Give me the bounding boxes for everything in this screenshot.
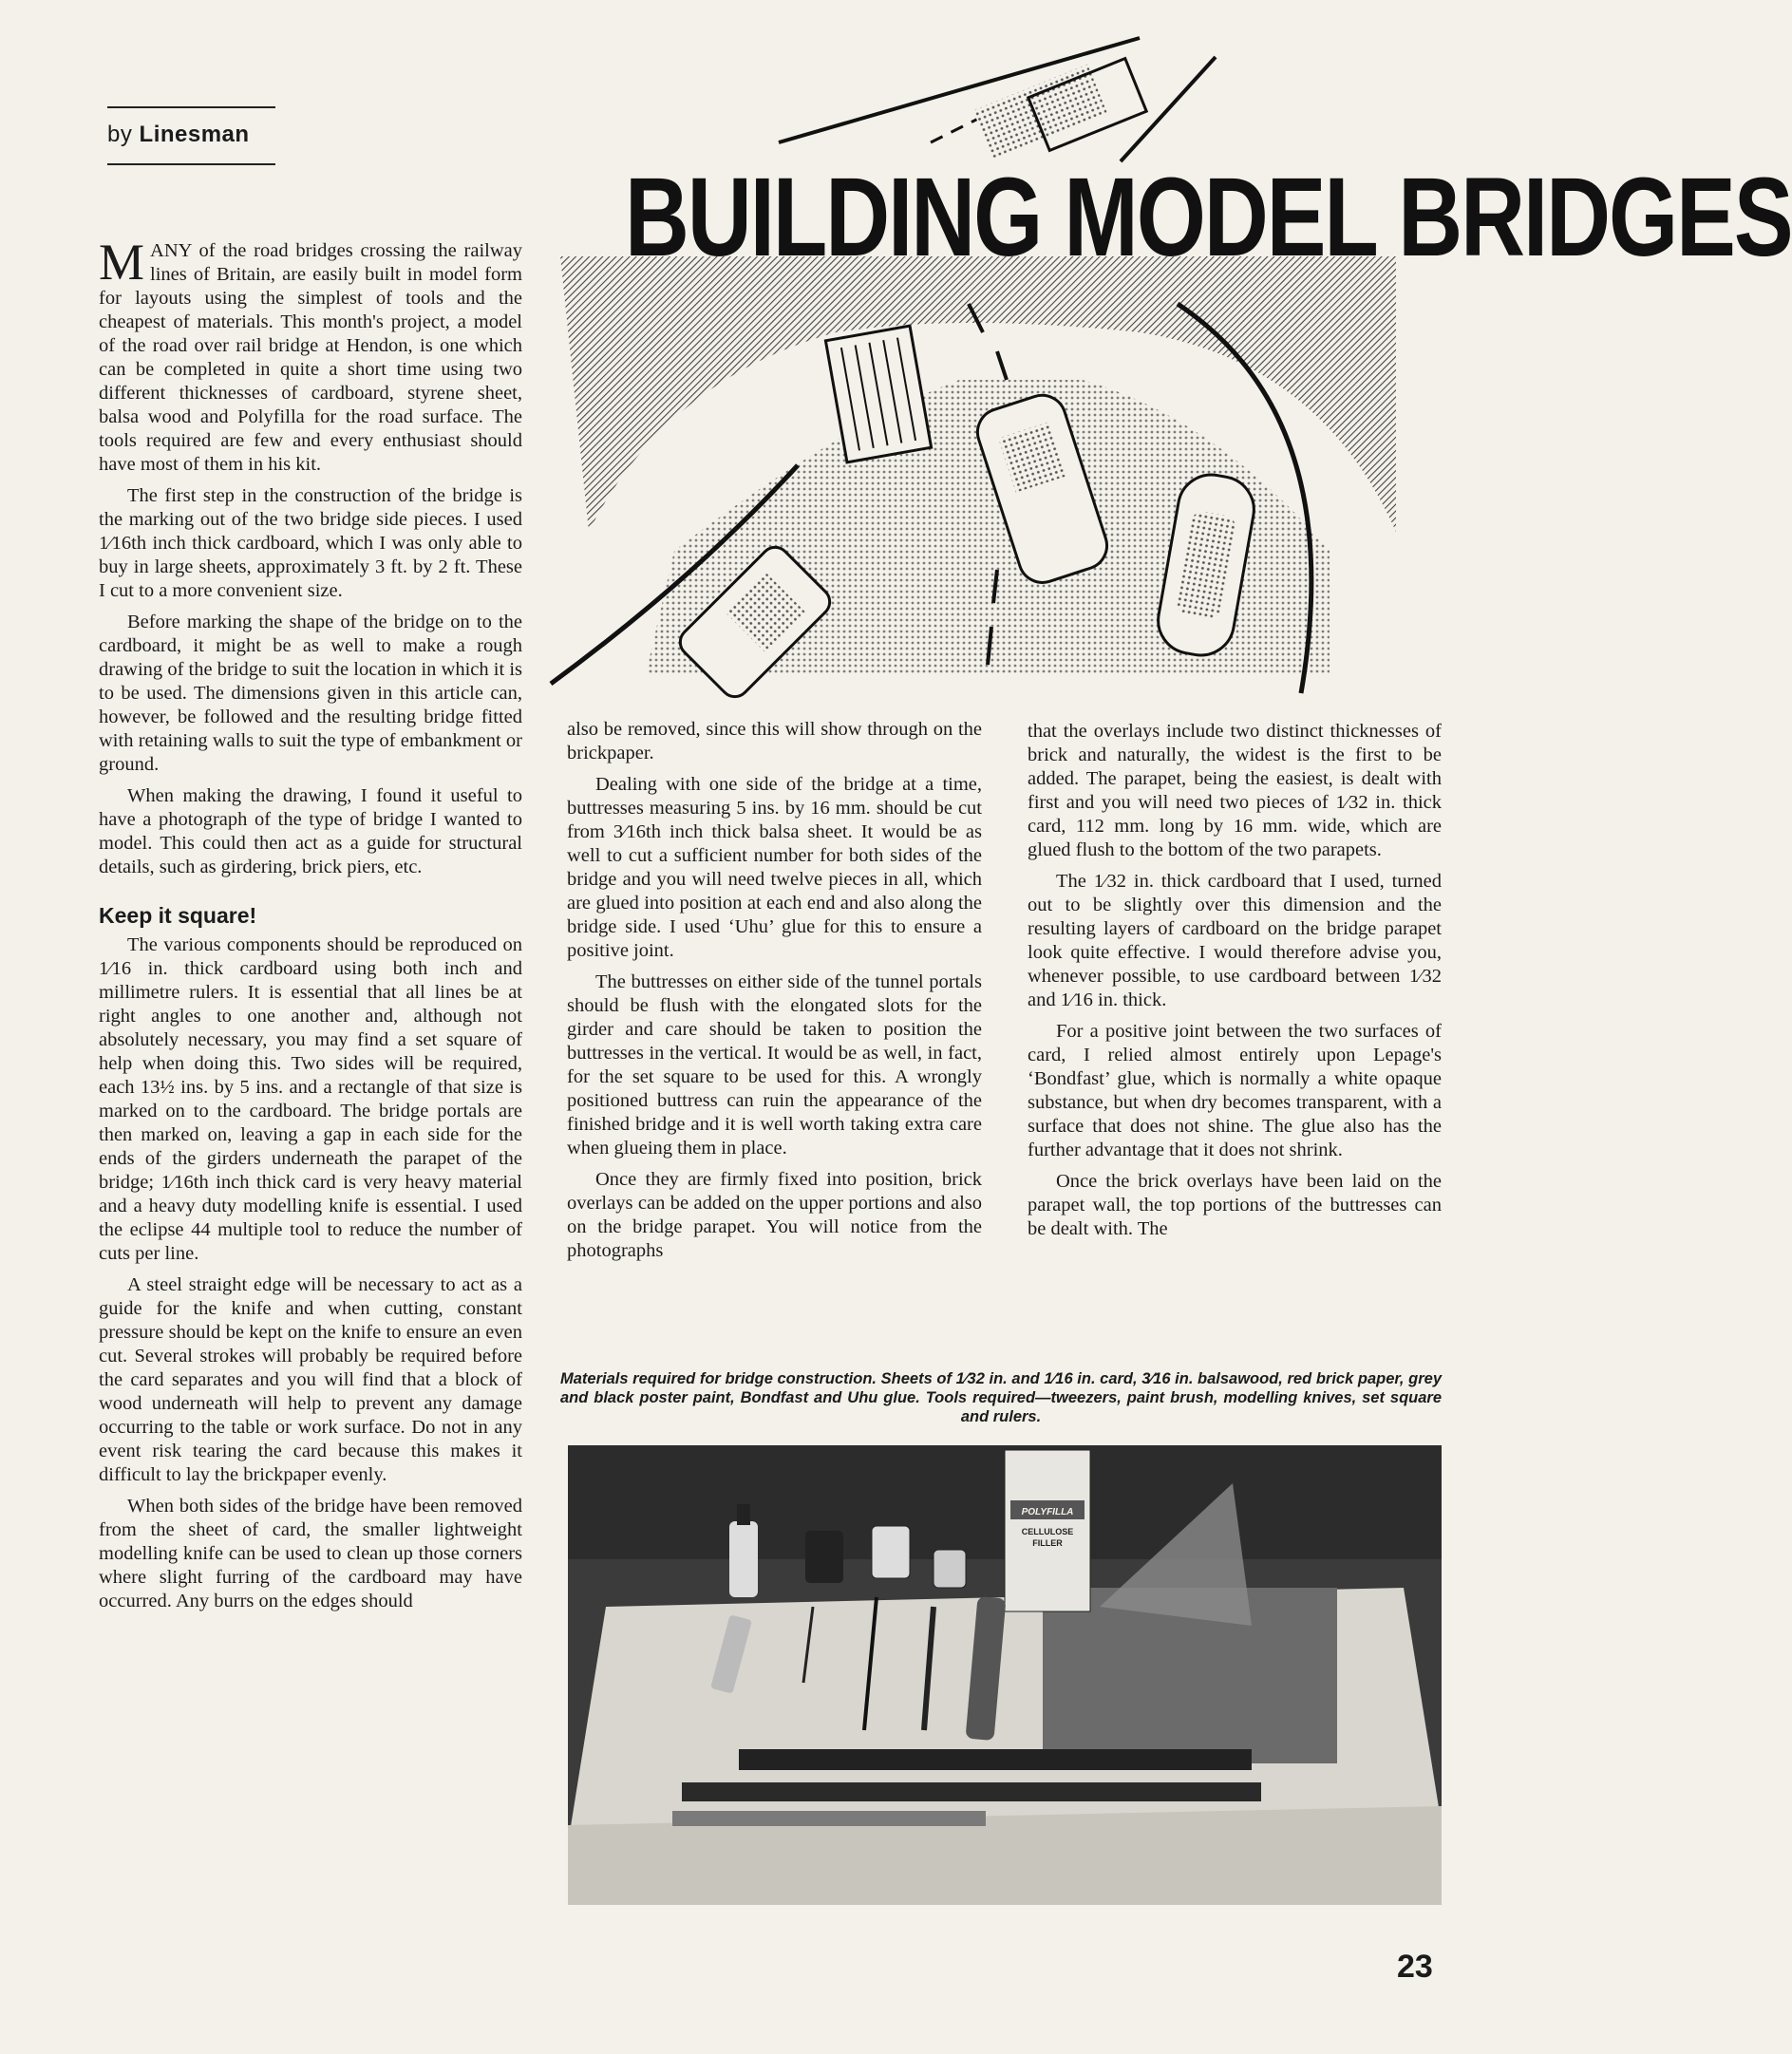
carton-brand: POLYFILLA: [1021, 1507, 1074, 1517]
byline-rule-bottom: [107, 163, 275, 165]
centre-dash: [997, 351, 1007, 380]
paint-jar-grey: [872, 1526, 910, 1578]
article-title: BUILDING MODEL BRIDGES: [625, 154, 1792, 279]
metre-ruler: [682, 1782, 1261, 1801]
paragraph: When making the drawing, I found it useful to have a photograph of the type of bridge I wanted to model. This could then act as a guide for structural details, such as girdering, brick piers, etc.: [99, 785, 522, 877]
subheading: Keep it square!: [99, 903, 257, 928]
drop-cap: M: [99, 234, 145, 291]
glue-bottle-cap: [737, 1504, 750, 1525]
paragraph: also be removed, since this will show through on the brickpaper.: [567, 719, 982, 763]
column-1: [99, 234, 522, 1621]
paragraph: For a positive joint between the two surfaces of card, I relied almost entirely upon Lepage's ‘Bondfast’ glue, which is normally a white opaque substance, but when dry becomes transparent, with a surface that does not shine. The glue also has the further advantage that it does not shrink.: [1028, 1021, 1442, 1160]
paragraph: The various components should be reproduced on 1⁄16 in. thick cardboard using both inch and millimetre rulers. It is essential that all lines be at right angles to one another and, although not absolutely necessary, you may find a set square of help when doing this. Two sides will be required, each 13½ ins. by 5 ins. and a rectangle of that size is marked on to the cardboard. The bridge portals are then marked on, leaving a gap in each side for the ends of the girders underneath the parapet of the bridge; 1⁄16th inch thick card is very heavy material and a heavy duty modelling knife is essential. I used the eclipse 44 multiple tool to reduce the number of cuts per line.: [99, 934, 522, 1264]
paragraph: Once they are firmly fixed into position, brick overlays can be added on the upper portions and also on the bridge parapet. You will notice from the photographs: [567, 1169, 982, 1261]
column-2: [567, 718, 982, 1271]
byline-author: Linesman: [139, 122, 250, 147]
paragraph: [99, 234, 522, 477]
paragraph: Dealing with one side of the bridge at a time, buttresses measuring 5 ins. by 16 mm. should be cut from 3⁄16th inch thick balsa sheet. It would be as well to cut a sufficient number for both sides of the bridge and you will need twelve pieces in all, which are glued into position at each end and also along the bridge side. I used ‘Uhu’ glue for this to ensure a positive joint.: [567, 774, 982, 961]
paragraph: Once the brick overlays have been laid on the parapet wall, the top portions of the buttresses can be dealt with. The: [1028, 1171, 1442, 1239]
materials-photo-drawing: [568, 1445, 1442, 1905]
paragraph: The buttresses on either side of the tunnel portals should be flush with the elongated slots for the girder and care should be taken to position the buttresses in the vertical. It would be as well, in fact, for the set square to be used for this. A wrongly positioned buttress can ruin the appearance of the finished bridge and it is well worth taking extra care when glueing them in place.: [567, 971, 982, 1159]
materials-photo: [568, 1445, 1442, 1905]
paragraph: The 1⁄32 in. thick cardboard that I used, turned out to be slightly over this dimension and the resulting layers of cardboard on the bridge parapet look quite effective. I would therefore advise you, whenever possible, to use cardboard between 1⁄32 and 1⁄16 in. thick.: [1028, 871, 1442, 1010]
paragraph: A steel straight edge will be necessary to act as a guide for the knife and when cutting, constant pressure should be kept on the knife to ensure an even cut. Several strokes will probably be required before the card separates and you will find that a block of wood underneath will help to prevent any damage occurring to the table or work surface. Do not in any event risk tearing the card because this makes it difficult to lay the brickpaper evenly.: [99, 1274, 522, 1485]
carton-line-2: FILLER: [1032, 1538, 1063, 1548]
road-edge-line: [1121, 57, 1216, 161]
paragraph: that the overlays include two distinct thicknesses of brick and naturally, the widest is the first to be added. The parapet, being the easiest, is dealt with first and you will need two pieces of 1⁄32 in. thick card, 112 mm. long by 16 mm. wide, which are glued flush to the bottom of the two parapets.: [1028, 721, 1442, 860]
byline-text: [107, 108, 275, 163]
bridge-road-illustration: [551, 19, 1792, 703]
steel-ruler: [739, 1749, 1252, 1770]
byline: [107, 106, 275, 165]
page-number: 23: [1397, 1949, 1433, 1985]
byline-prefix: by: [107, 122, 133, 147]
paragraph-text: ANY of the road bridges crossing the railway lines of Britain, are easily built in model form for layouts using the simplest of tools and the cheapest of materials. This month's project, a model of the road over rail bridge at Hendon, is one which can be completed in quite a short time using two different thicknesses of cardboard, styrene sheet, balsa wood and Polyfilla for the road surface. The tools required are few and every enthusiast should have most of them in his kit.: [99, 240, 522, 475]
paragraph: Before marking the shape of the bridge on to the cardboard, it might be as well to make a rough drawing of the bridge to suit the location in which it is to be used. The dimensions given in this article can, however, be followed and the resulting bridge fitted with retaining walls to suit the type of embankment or ground.: [99, 612, 522, 775]
carton-line-1: CELLULOSE: [1021, 1527, 1074, 1536]
paint-jar-small: [934, 1550, 966, 1588]
glue-bottle: [729, 1521, 758, 1597]
paragraph: The first step in the construction of the bridge is the marking out of the two bridge side pieces. I used 1⁄16th inch thick cardboard, which I was only able to buy in large sheets, approximately 3 ft. by 2 ft. These I cut to a more convenient size.: [99, 485, 522, 601]
column-3: [1028, 720, 1442, 1249]
balsa-sheet: [672, 1811, 986, 1826]
photo-caption: Materials required for bridge construction. Sheets of 1⁄32 in. and 1⁄16 in. card, 3⁄16 in. balsawood, red brick paper, grey and black poster paint, Bondfast and Uhu glue. Tools required—tweezers, paint brush, modelling knives, set square and rulers.: [560, 1370, 1442, 1425]
paint-jar-black: [805, 1531, 843, 1583]
paragraph: When both sides of the bridge have been removed from the sheet of card, the smaller lightweight modelling knife can be used to clean up those corners where slight furring of the cardboard may have occurred. Any burrs on the edges should: [99, 1496, 522, 1611]
